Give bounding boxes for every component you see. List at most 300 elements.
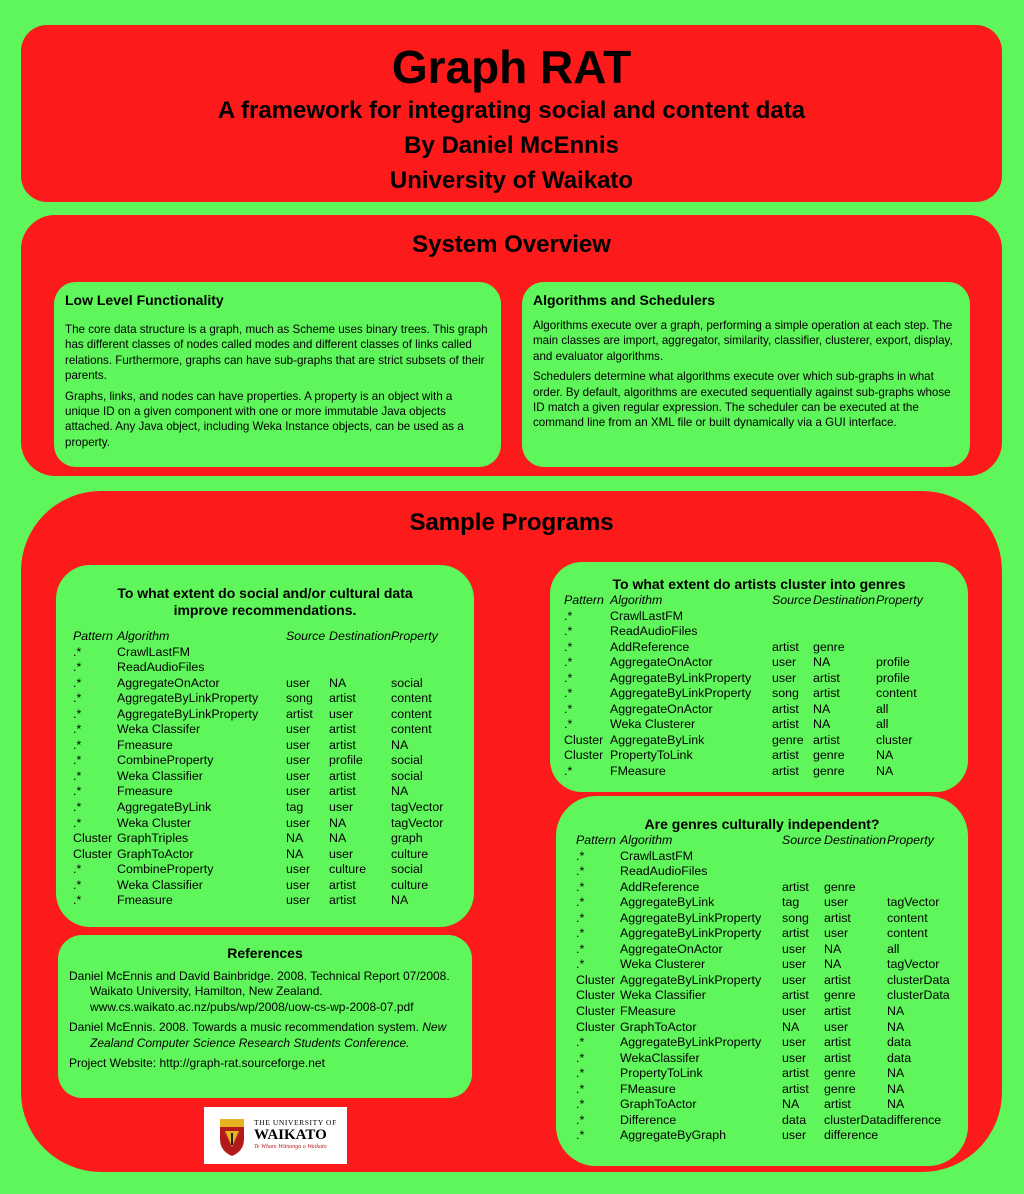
column-header: Source bbox=[782, 833, 822, 847]
table-header-row bbox=[564, 593, 936, 609]
table-cell: CrawlLastFM bbox=[117, 644, 190, 659]
table-row bbox=[73, 769, 461, 785]
table-cell: NA bbox=[876, 764, 894, 779]
table-cell: AggregateOnActor bbox=[610, 701, 713, 716]
table-cell: NA bbox=[329, 675, 347, 690]
table-cell: AggregateOnActor bbox=[620, 941, 723, 956]
table-cell: Fmeasure bbox=[117, 893, 173, 908]
table-row bbox=[576, 942, 967, 958]
table-header-row bbox=[576, 833, 967, 849]
table-cell: content bbox=[887, 926, 928, 941]
table-row bbox=[576, 1051, 967, 1067]
table-cell: genre bbox=[824, 1066, 856, 1081]
table-cell: GraphToActor bbox=[620, 1019, 697, 1034]
table-cell: tagVector bbox=[391, 815, 444, 830]
table-cell: Weka Classifer bbox=[117, 722, 201, 737]
table-row bbox=[576, 926, 967, 942]
program-table bbox=[73, 629, 461, 909]
table-row bbox=[576, 1004, 967, 1020]
table-cell: NA bbox=[782, 1019, 800, 1034]
table-cell: AggregateByLink bbox=[610, 732, 705, 747]
table-cell: .* bbox=[73, 722, 82, 737]
table-cell: NA bbox=[286, 846, 304, 861]
column-header: Source bbox=[286, 629, 326, 643]
table-cell: .* bbox=[564, 624, 573, 639]
table-cell bbox=[887, 849, 967, 865]
table-row bbox=[73, 738, 461, 754]
table-row bbox=[73, 800, 461, 816]
table-row bbox=[564, 733, 936, 749]
column-header: Property bbox=[876, 593, 923, 607]
table-cell: .* bbox=[576, 848, 585, 863]
logo-line-2: WAIKATO bbox=[254, 1127, 327, 1143]
table-cell: .* bbox=[564, 655, 573, 670]
table-cell: tagVector bbox=[391, 800, 444, 815]
table-cell: AggregateByLink bbox=[620, 895, 715, 910]
table-row bbox=[576, 1035, 967, 1051]
table-cell: Cluster bbox=[576, 1004, 616, 1019]
table-cell: .* bbox=[73, 644, 82, 659]
table-row bbox=[564, 609, 936, 625]
table-cell: genre bbox=[813, 764, 845, 779]
low-level-paragraph-2: Graphs, links, and nodes can have properties. A property is an object with a unique ID on a given component with one or more immutable Java objects attached. Any Java object, including Weka Instance objects, can be used as a property. bbox=[65, 389, 464, 449]
table-cell: tag bbox=[286, 800, 304, 815]
table-cell: .* bbox=[564, 670, 573, 685]
table-cell: .* bbox=[73, 800, 82, 815]
references-heading: References bbox=[227, 945, 303, 961]
table-cell: artist bbox=[782, 1066, 809, 1081]
table-cell: AddReference bbox=[610, 639, 690, 654]
table-row bbox=[73, 660, 461, 676]
system-overview-title: System Overview bbox=[412, 231, 611, 258]
table-cell: user bbox=[286, 675, 311, 690]
table-cell: artist bbox=[772, 748, 799, 763]
logo-line-1: THE UNIVERSITY OF bbox=[254, 1118, 337, 1127]
table-cell: .* bbox=[576, 895, 585, 910]
table-cell: artist bbox=[782, 988, 809, 1003]
table-cell: user bbox=[772, 670, 797, 685]
table-cell: CrawlLastFM bbox=[610, 608, 683, 623]
table-cell bbox=[286, 645, 329, 661]
table-cell: AggregateByLinkProperty bbox=[620, 910, 762, 925]
table-cell: artist bbox=[329, 768, 356, 783]
table-cell: artist bbox=[824, 972, 851, 987]
social-recommendation-box bbox=[56, 565, 474, 927]
logo-motto: Te Whare Wānanga o Waikato bbox=[254, 1144, 327, 1150]
table-cell: .* bbox=[73, 691, 82, 706]
table-cell: NA bbox=[391, 737, 409, 752]
table-cell: .* bbox=[73, 815, 82, 830]
table-cell: AggregateByLinkProperty bbox=[117, 706, 259, 721]
table-cell: user bbox=[286, 753, 311, 768]
table-cell: .* bbox=[576, 1112, 585, 1127]
column-header: Property bbox=[887, 833, 934, 847]
table-cell: tagVector bbox=[887, 895, 940, 910]
table-cell: culture bbox=[391, 877, 429, 892]
table-cell: cluster bbox=[876, 732, 913, 747]
column-header: Pattern bbox=[576, 833, 616, 847]
table-cell: genre bbox=[813, 639, 845, 654]
table-cell: .* bbox=[73, 784, 82, 799]
table-cell: .* bbox=[564, 608, 573, 623]
table-row bbox=[576, 849, 967, 865]
table-row bbox=[576, 911, 967, 927]
reference-2-text: Daniel McEnnis. 2008. Towards a music recommendation system. bbox=[69, 1020, 423, 1035]
table-row bbox=[564, 655, 936, 671]
table-cell: clusterData bbox=[887, 972, 950, 987]
table-cell: GraphToActor bbox=[117, 846, 194, 861]
table-cell: artist bbox=[329, 737, 356, 752]
program-table bbox=[576, 833, 967, 1144]
table-cell: AddReference bbox=[620, 879, 700, 894]
social-question-line-2: improve recommendations. bbox=[173, 602, 357, 618]
table-cell: .* bbox=[73, 768, 82, 783]
table-cell: .* bbox=[73, 660, 82, 675]
table-cell: social bbox=[391, 862, 423, 877]
table-cell bbox=[782, 864, 824, 880]
table-cell bbox=[824, 849, 887, 865]
references-box bbox=[58, 935, 472, 1098]
table-cell: profile bbox=[329, 753, 363, 768]
table-cell: content bbox=[391, 706, 432, 721]
table-cell: Cluster bbox=[564, 732, 604, 747]
table-header-row bbox=[73, 629, 461, 645]
table-cell: user bbox=[286, 862, 311, 877]
table-cell: NA bbox=[813, 655, 831, 670]
table-row bbox=[576, 1066, 967, 1082]
table-row bbox=[73, 676, 461, 692]
table-cell bbox=[391, 645, 461, 661]
poster-university: University of Waikato bbox=[389, 167, 634, 194]
table-cell: .* bbox=[576, 941, 585, 956]
table-cell: AggregateByLinkProperty bbox=[610, 670, 752, 685]
table-cell: NA bbox=[813, 701, 831, 716]
table-row bbox=[564, 640, 936, 656]
table-row bbox=[73, 691, 461, 707]
table-cell bbox=[286, 660, 329, 676]
table-cell: FMeasure bbox=[620, 1004, 676, 1019]
table-cell: user bbox=[772, 655, 797, 670]
table-cell: data bbox=[782, 1112, 807, 1127]
table-cell: Cluster bbox=[576, 972, 616, 987]
table-cell: difference bbox=[887, 1112, 942, 1127]
table-cell bbox=[887, 880, 967, 896]
table-cell: .* bbox=[576, 1128, 585, 1143]
table-row bbox=[564, 686, 936, 702]
table-cell: artist bbox=[286, 706, 313, 721]
poster-title: Graph RAT bbox=[391, 41, 632, 93]
table-cell: NA bbox=[887, 1019, 905, 1034]
table-cell: user bbox=[286, 737, 311, 752]
poster-subtitle: A framework for integrating social and content data bbox=[217, 97, 806, 124]
table-cell: genre bbox=[824, 1081, 856, 1096]
table-cell: NA bbox=[887, 1004, 905, 1019]
table-cell: NA bbox=[876, 748, 894, 763]
table-cell: artist bbox=[824, 910, 851, 925]
table-cell: user bbox=[824, 1019, 849, 1034]
table-row bbox=[564, 671, 936, 687]
table-cell: Cluster bbox=[73, 846, 113, 861]
table-cell: user bbox=[286, 768, 311, 783]
table-cell bbox=[887, 1128, 967, 1144]
table-cell: artist bbox=[772, 717, 799, 732]
table-cell: difference bbox=[824, 1128, 879, 1143]
table-row bbox=[73, 784, 461, 800]
table-cell: data bbox=[887, 1035, 912, 1050]
table-row bbox=[576, 864, 967, 880]
table-cell: Fmeasure bbox=[117, 737, 173, 752]
table-cell: social bbox=[391, 768, 423, 783]
table-cell: song bbox=[782, 910, 809, 925]
table-cell: .* bbox=[576, 1035, 585, 1050]
table-cell: user bbox=[286, 893, 311, 908]
table-cell bbox=[329, 660, 391, 676]
table-row bbox=[576, 1113, 967, 1129]
table-row bbox=[73, 831, 461, 847]
table-cell: AggregateOnActor bbox=[117, 675, 220, 690]
table-cell: user bbox=[782, 1004, 807, 1019]
table-cell: user bbox=[286, 784, 311, 799]
table-cell: artist bbox=[782, 879, 809, 894]
table-cell: content bbox=[391, 691, 432, 706]
table-cell: profile bbox=[876, 655, 910, 670]
table-cell: artist bbox=[813, 732, 840, 747]
table-cell: user bbox=[329, 706, 354, 721]
algorithms-schedulers-box bbox=[522, 282, 970, 467]
table-cell: artist bbox=[824, 1004, 851, 1019]
table-row bbox=[564, 624, 936, 640]
table-cell bbox=[782, 849, 824, 865]
table-cell: .* bbox=[576, 926, 585, 941]
table-cell bbox=[329, 645, 391, 661]
table-cell: all bbox=[887, 941, 900, 956]
table-cell: artist bbox=[329, 691, 356, 706]
table-cell: NA bbox=[329, 815, 347, 830]
table-cell: clusterData bbox=[887, 988, 950, 1003]
table-cell: GraphToActor bbox=[620, 1097, 697, 1112]
table-cell: AggregateByLinkProperty bbox=[117, 691, 259, 706]
table-cell: .* bbox=[576, 1050, 585, 1065]
column-header: Algorithm bbox=[117, 629, 170, 643]
table-cell: .* bbox=[73, 675, 82, 690]
table-cell: artist bbox=[782, 1081, 809, 1096]
table-row bbox=[73, 753, 461, 769]
project-website: Project Website: http://graph-rat.sourceforge.net bbox=[69, 1056, 325, 1071]
table-cell: Cluster bbox=[73, 831, 113, 846]
table-cell: AggregateByLinkProperty bbox=[610, 686, 752, 701]
table-cell: NA bbox=[887, 1081, 905, 1096]
table-row bbox=[576, 1097, 967, 1113]
table-cell: NA bbox=[887, 1097, 905, 1112]
table-cell bbox=[887, 864, 967, 880]
table-cell: Cluster bbox=[576, 1019, 616, 1034]
table-cell bbox=[772, 624, 813, 640]
table-cell: .* bbox=[564, 701, 573, 716]
algorithms-heading: Algorithms and Schedulers bbox=[533, 292, 716, 308]
table-cell: .* bbox=[73, 893, 82, 908]
table-cell: all bbox=[876, 717, 889, 732]
table-row bbox=[564, 764, 936, 780]
header-panel bbox=[21, 25, 1002, 202]
table-cell: AggregateOnActor bbox=[610, 655, 713, 670]
table-cell: .* bbox=[73, 862, 82, 877]
table-cell: culture bbox=[329, 862, 367, 877]
table-cell: Weka Classifier bbox=[620, 988, 706, 1003]
column-header: Pattern bbox=[73, 629, 113, 643]
table-cell: genre bbox=[813, 748, 845, 763]
social-question-line-1: To what extent do social and/or cultural data bbox=[117, 585, 413, 601]
table-cell: Cluster bbox=[564, 748, 604, 763]
table-cell: AggregateByLinkProperty bbox=[620, 972, 762, 987]
table-cell: NA bbox=[391, 784, 409, 799]
table-cell: NA bbox=[813, 717, 831, 732]
table-cell: .* bbox=[564, 639, 573, 654]
table-cell: Weka Clusterer bbox=[610, 717, 696, 732]
table-cell: GraphTriples bbox=[117, 831, 189, 846]
table-cell: artist bbox=[813, 670, 840, 685]
table-row bbox=[73, 862, 461, 878]
table-cell: .* bbox=[576, 1066, 585, 1081]
table-cell bbox=[824, 864, 887, 880]
table-cell: artist bbox=[824, 1097, 851, 1112]
table-cell: NA bbox=[824, 941, 842, 956]
table-cell: tagVector bbox=[887, 957, 940, 972]
table-cell: user bbox=[782, 1035, 807, 1050]
table-cell bbox=[876, 609, 936, 625]
table-cell: .* bbox=[73, 877, 82, 892]
table-cell: user bbox=[286, 877, 311, 892]
table-cell: artist bbox=[772, 701, 799, 716]
table-cell bbox=[876, 624, 936, 640]
table-cell: profile bbox=[876, 670, 910, 685]
table-cell bbox=[813, 609, 876, 625]
table-cell: NA bbox=[391, 893, 409, 908]
table-cell: ReadAudioFiles bbox=[117, 660, 205, 675]
table-cell: artist bbox=[329, 877, 356, 892]
table-row bbox=[576, 880, 967, 896]
table-row bbox=[576, 957, 967, 973]
table-cell: FMeasure bbox=[610, 764, 666, 779]
table-cell: FMeasure bbox=[620, 1081, 676, 1096]
table-cell: user bbox=[329, 800, 354, 815]
table-cell: artist bbox=[329, 784, 356, 799]
table-cell: .* bbox=[564, 717, 573, 732]
table-cell: song bbox=[286, 691, 313, 706]
table-row bbox=[73, 878, 461, 894]
column-header: Destination bbox=[329, 629, 391, 643]
genre-cluster-question: To what extent do artists cluster into genres bbox=[612, 576, 906, 592]
table-row bbox=[73, 893, 461, 909]
sample-programs-title: Sample Programs bbox=[409, 509, 614, 536]
table-cell: .* bbox=[564, 686, 573, 701]
table-cell: PropertyToLink bbox=[610, 748, 693, 763]
low-level-paragraph-1: The core data structure is a graph, much as Scheme uses binary trees. This graph has different classes of nodes called modes and different classes of links called relations. Furthermore, graphs can have sub-graphs that are strict subsets of their parents. bbox=[65, 323, 488, 383]
table-row bbox=[564, 748, 936, 764]
table-cell: Weka Cluster bbox=[117, 815, 192, 830]
table-cell: AggregateByLinkProperty bbox=[620, 926, 762, 941]
table-cell: .* bbox=[576, 864, 585, 879]
table-cell: user bbox=[286, 722, 311, 737]
table-row bbox=[576, 1082, 967, 1098]
table-cell bbox=[876, 640, 936, 656]
reference-2 bbox=[69, 1020, 460, 1051]
low-level-functionality-box bbox=[54, 282, 501, 467]
reference-2-venue: New Zealand Computer Science Research Students Conference. bbox=[90, 1020, 447, 1050]
table-cell: artist bbox=[782, 926, 809, 941]
table-cell: artist bbox=[813, 686, 840, 701]
table-cell: clusterData bbox=[824, 1112, 887, 1127]
table-cell: Weka Clusterer bbox=[620, 957, 706, 972]
table-cell: content bbox=[391, 722, 432, 737]
table-cell: .* bbox=[73, 706, 82, 721]
table-cell: CombineProperty bbox=[117, 862, 214, 877]
genre-independence-box bbox=[556, 796, 968, 1166]
table-cell: NA bbox=[286, 831, 304, 846]
program-table bbox=[564, 593, 936, 780]
table-cell: Weka Classifier bbox=[117, 877, 203, 892]
table-row bbox=[564, 702, 936, 718]
table-cell: Cluster bbox=[576, 988, 616, 1003]
algorithms-paragraph-2: Schedulers determine what algorithms execute over which sub-graphs in what order. By default, algorithms are executed sequentially against sub-graphs whose ID match a given regular expression. The scheduler can be executed at the command line from an XML file or built dynamically via a GUI interface. bbox=[533, 370, 951, 430]
table-row bbox=[576, 1128, 967, 1144]
table-cell: culture bbox=[391, 846, 429, 861]
genre-independence-question: Are genres culturally independent? bbox=[644, 816, 880, 832]
table-row bbox=[73, 847, 461, 863]
table-cell: user bbox=[286, 815, 311, 830]
table-cell: graph bbox=[391, 831, 423, 846]
table-cell: artist bbox=[824, 1035, 851, 1050]
poster-author: By Daniel McEnnis bbox=[404, 132, 619, 159]
reference-1: Daniel McEnnis and David Bainbridge. 2008. Technical Report 07/2008. Waikato University, Hamilton, New Zealand. www.cs.waikato.ac.nz/pubs/wp/2008/uow-cs-wp-2008-07.pdf bbox=[69, 969, 450, 1014]
table-cell: user bbox=[782, 1050, 807, 1065]
column-header: Algorithm bbox=[610, 593, 663, 607]
table-cell: user bbox=[824, 926, 849, 941]
table-cell bbox=[772, 609, 813, 625]
table-cell: genre bbox=[824, 988, 856, 1003]
column-header: Algorithm bbox=[620, 833, 673, 847]
table-cell: user bbox=[782, 972, 807, 987]
table-cell: AggregateByGraph bbox=[620, 1128, 727, 1143]
table-cell: user bbox=[782, 1128, 807, 1143]
table-cell: user bbox=[824, 895, 849, 910]
table-cell: tag bbox=[782, 895, 800, 910]
table-cell: Fmeasure bbox=[117, 784, 173, 799]
table-cell: genre bbox=[824, 879, 856, 894]
column-header: Source bbox=[772, 593, 812, 607]
table-cell: artist bbox=[824, 1050, 851, 1065]
table-cell: data bbox=[887, 1050, 912, 1065]
table-cell: .* bbox=[576, 1097, 585, 1112]
genre-cluster-box bbox=[550, 562, 968, 792]
table-cell: NA bbox=[824, 957, 842, 972]
table-cell: social bbox=[391, 675, 423, 690]
table-cell: .* bbox=[576, 879, 585, 894]
low-level-heading: Low Level Functionality bbox=[65, 292, 224, 308]
table-cell: song bbox=[772, 686, 799, 701]
table-row bbox=[576, 973, 967, 989]
table-cell: PropertyToLink bbox=[620, 1066, 703, 1081]
table-cell: .* bbox=[576, 910, 585, 925]
table-cell: AggregateByLinkProperty bbox=[620, 1035, 762, 1050]
table-row bbox=[73, 707, 461, 723]
table-cell: artist bbox=[772, 764, 799, 779]
algorithms-paragraph-1: Algorithms execute over a graph, performing a simple operation at each step. The main classes are import, aggregator, similarity, classifier, clusterer, export, display, and evaluator algorithms. bbox=[533, 319, 953, 363]
table-cell: user bbox=[782, 941, 807, 956]
table-cell: NA bbox=[782, 1097, 800, 1112]
table-row bbox=[576, 1020, 967, 1036]
table-cell: genre bbox=[772, 732, 804, 747]
table-cell: NA bbox=[887, 1066, 905, 1081]
